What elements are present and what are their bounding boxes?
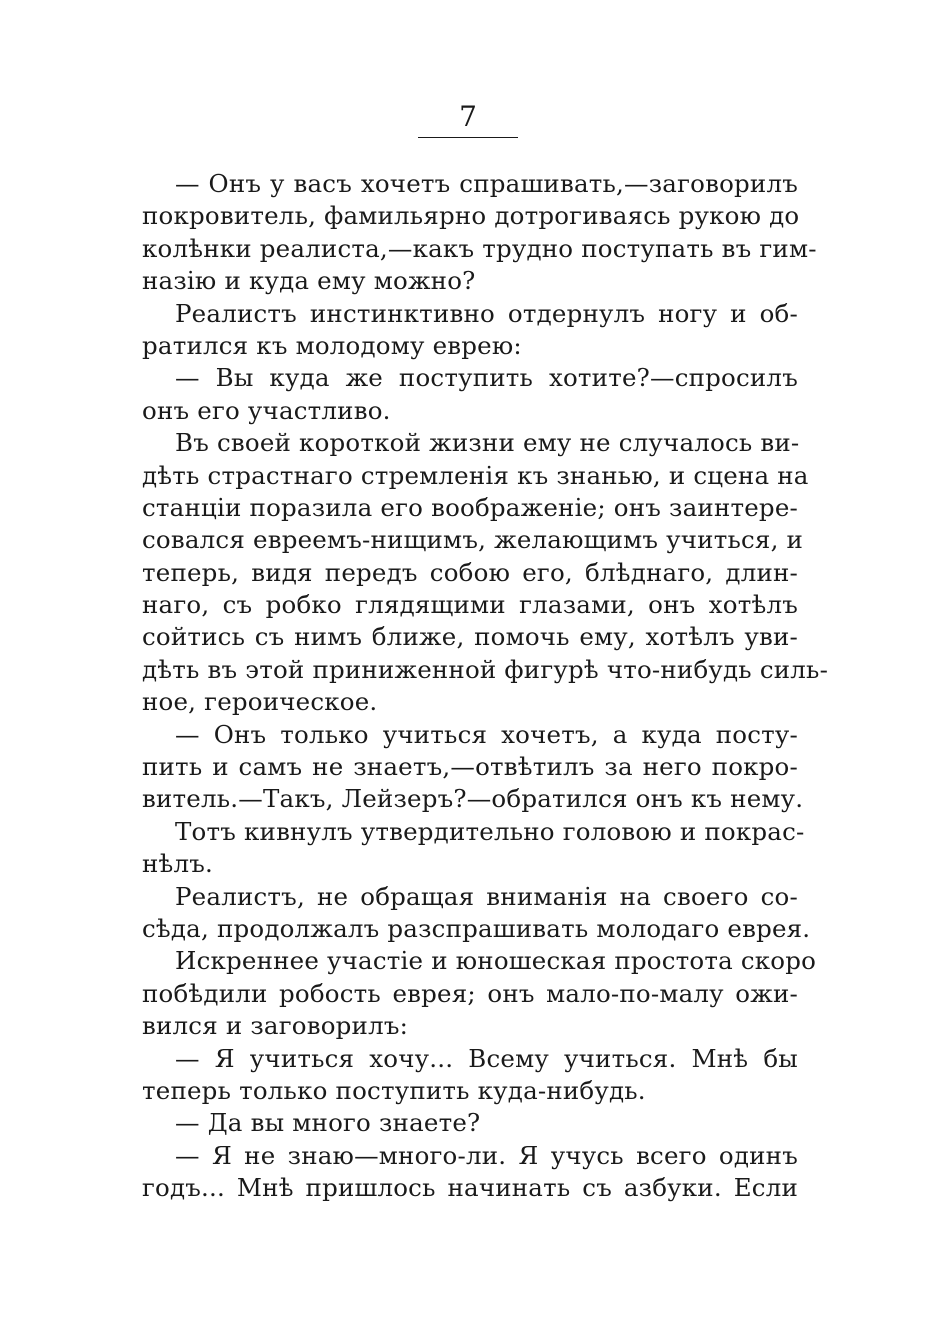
text-line: — Онъ у васъ хочетъ спрашивать,—заговорилъ: [175, 169, 798, 198]
text-line: Искреннее участіе и юношеская простота скоро: [175, 946, 817, 976]
text-line: — Вы куда же поступить хотите?—спросилъ: [175, 363, 798, 393]
text-line: Тотъ кивнулъ утвердительно головою и покрас-: [175, 816, 805, 846]
text-line: Реалистъ инстинктивно отдернулъ ногу и об-: [175, 298, 798, 328]
text-line: — Я не знаю—много-ли. Я учусь всего одинъ: [175, 1140, 798, 1170]
body-text: [142, 168, 829, 1205]
text-line: онъ его участливо.: [142, 395, 391, 425]
text-line: теперь только поступить куда-нибудь.: [142, 1075, 646, 1105]
text-line: совался евреемъ-нищимъ, желающимъ учиться, и: [142, 525, 804, 555]
header-rule: [418, 137, 518, 138]
text-line: сѣда, продолжалъ разспрашивать молодаго еврея.: [142, 913, 811, 943]
page-number: 7: [459, 100, 477, 133]
text-line: ное, героическое.: [142, 687, 378, 717]
text-line: пить и самъ не знаетъ,—отвѣтилъ за него покро-: [142, 752, 798, 782]
text-line: сойтись съ нимъ ближе, помочь ему, хотѣлъ уви-: [142, 622, 798, 652]
text-line: — Да вы много знаете?: [175, 1108, 481, 1138]
text-line: станціи поразила его воображеніе; онъ заинтере-: [142, 492, 798, 522]
text-line: нѣлъ.: [142, 849, 214, 879]
text-line: дѣть страстнаго стремленія къ знанью, и сцена на: [142, 460, 809, 490]
text-line: вился и заговорилъ:: [142, 1011, 409, 1041]
text-line: Реалистъ, не обращая вниманія на своего со-: [175, 881, 798, 911]
text-line: теперь, видя передъ собою его, блѣднаго, длин-: [142, 557, 798, 587]
text-line: покровитель, фамильярно дотрогиваясь рукою до: [142, 201, 800, 231]
text-line: Въ своей короткой жизни ему не случалось ви-: [175, 428, 800, 458]
text-line: колѣнки реалиста,—какъ трудно поступать въ гим-: [142, 233, 817, 263]
text-line: — Онъ только учиться хочетъ, а куда посту-: [175, 719, 798, 749]
text-line: назію и куда ему можно?: [142, 266, 476, 296]
text-line: годъ... Мнѣ пришлось начинать съ азбуки. Если: [142, 1173, 798, 1203]
text-line: — Я учиться хочу... Всему учиться. Мнѣ бы: [175, 1043, 798, 1073]
text-line: дѣть въ этой приниженной фигурѣ что-нибудь силь-: [142, 654, 829, 684]
text-line: наго, съ робко глядящими глазами, онъ хотѣлъ: [142, 590, 798, 620]
text-line: витель.—Такъ, Лейзеръ?—обратился онъ къ нему.: [142, 784, 804, 814]
text-line: побѣдили робость еврея; онъ мало-по-малу ожи-: [142, 978, 798, 1008]
text-line: ратился къ молодому еврею:: [142, 330, 522, 360]
